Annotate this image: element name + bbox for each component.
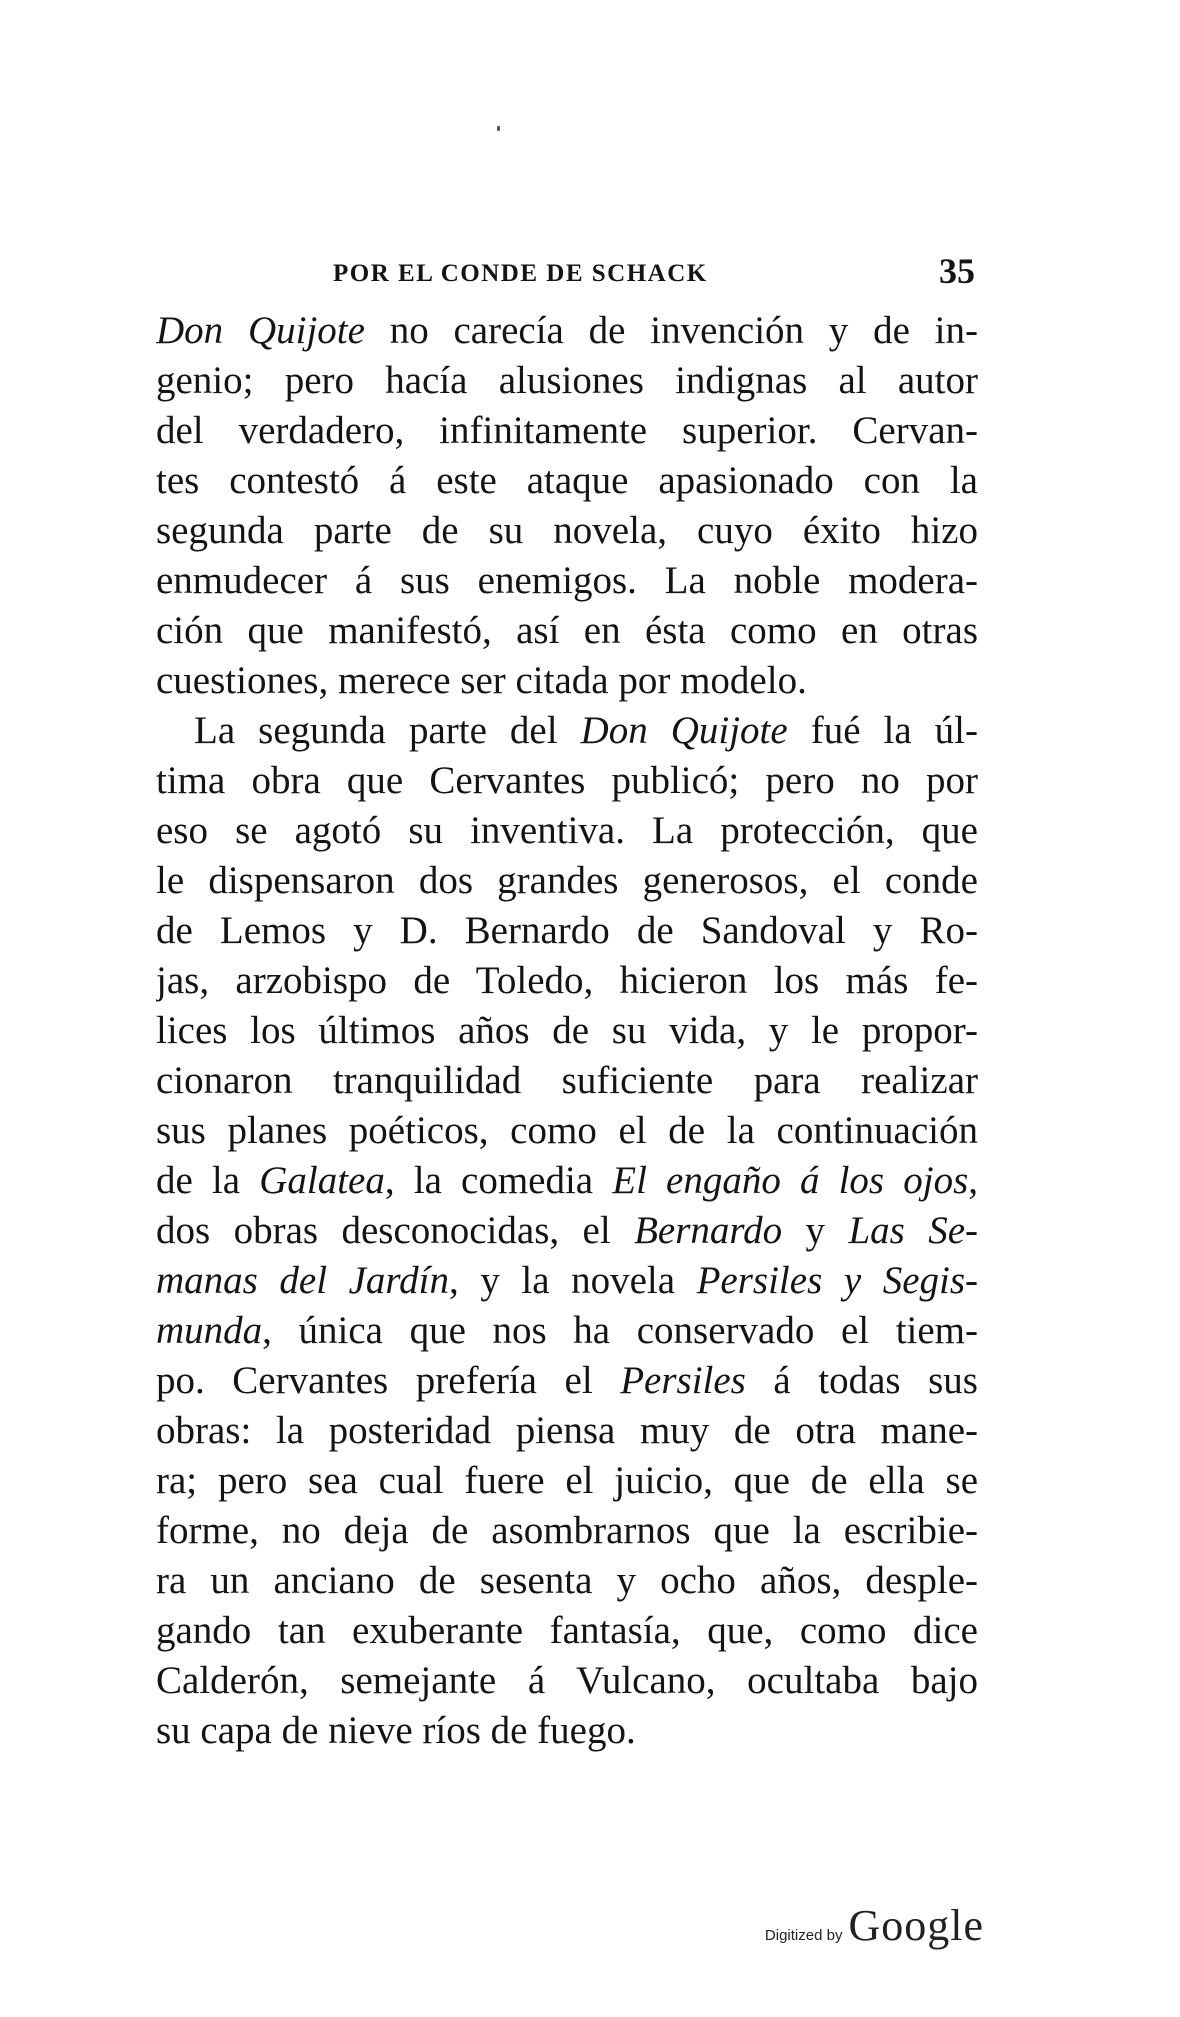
body-text (156, 306, 978, 1756)
google-logo: Google (848, 1901, 984, 1950)
text-line: segunda parte de su novela, cuyo éxito hizo (156, 509, 978, 552)
page-number: 35 (939, 251, 975, 291)
line-text: , la comedia (384, 1159, 613, 1202)
text-line: enmudecer á sus enemigos. La noble modera- (156, 559, 978, 602)
running-head: POR EL CONDE DE SCHACK (333, 260, 708, 287)
text-line: gando tan exuberante fantasía, que, como dice (156, 1609, 978, 1652)
text-line: eso se agotó su inventiva. La protección, que (156, 809, 978, 852)
digitized-by-label: Digitized by (764, 1927, 843, 1944)
text-line: sus planes poéticos, como el de la continuación (156, 1109, 978, 1152)
line-text: , única que nos ha conservado el tiem- (262, 1309, 978, 1352)
italic-title: munda (156, 1309, 263, 1352)
line-text: no carecía de invención y de in- (364, 309, 978, 352)
text-line: tima obra que Cervantes publicó; pero no por (156, 759, 978, 802)
text-line: le dispensaron dos grandes generosos, el conde (156, 859, 978, 902)
italic-title: Persiles y Segis- (696, 1259, 978, 1302)
text-line: cuestiones, merece ser citada por modelo. (156, 659, 807, 702)
italic-title: Bernardo (634, 1209, 783, 1252)
line-text: y (782, 1209, 849, 1252)
line-text: de la (156, 1159, 260, 1202)
text-line (156, 1306, 978, 1356)
italic-title: Don Quijote (156, 309, 365, 352)
text-line: lices los últimos años de su vida, y le propor- (156, 1009, 978, 1052)
italic-title: manas del Jardín (156, 1259, 449, 1302)
page-header (155, 250, 975, 300)
italic-title: Don Quijote (580, 709, 788, 752)
italic-title: Las Se- (848, 1209, 978, 1252)
italic-title: Persiles (620, 1359, 746, 1402)
scan-speck (497, 126, 500, 131)
digitized-watermark (765, 1900, 984, 1951)
text-line: ra un anciano de sesenta y ocho años, desple- (156, 1559, 978, 1602)
line-text: La segunda parte del (194, 709, 581, 752)
text-line: de Lemos y D. Bernardo de Sandoval y Ro- (156, 909, 978, 952)
line-text: po. Cervantes prefería el (156, 1359, 621, 1402)
text-line: ción que manifestó, así en ésta como en otras (156, 609, 978, 652)
italic-title: Galatea (259, 1159, 385, 1202)
text-line: obras: la posteridad piensa muy de otra mane- (156, 1409, 978, 1452)
line-text: , (968, 1159, 978, 1202)
line-text: fué la úl- (787, 709, 978, 752)
text-line (156, 706, 978, 756)
text-line (156, 1256, 978, 1306)
line-text: , y la novela (449, 1259, 697, 1302)
text-line: forme, no deja de asombrarnos que la escribie- (156, 1509, 978, 1552)
text-line: genio; pero hacía alusiones indignas al autor (156, 359, 978, 402)
text-line (156, 1356, 978, 1406)
text-line: Calderón, semejante á Vulcano, ocultaba bajo (156, 1659, 978, 1702)
text-line: ra; pero sea cual fuere el juicio, que de ella se (156, 1459, 978, 1502)
text-line: tes contestó á este ataque apasionado con la (156, 459, 978, 502)
text-line: su capa de nieve ríos de fuego. (156, 1709, 636, 1752)
text-line: cionaron tranquilidad suficiente para realizar (156, 1059, 978, 1102)
text-line (156, 1156, 978, 1206)
text-line (156, 306, 978, 356)
text-line: jas, arzobispo de Toledo, hicieron los más fe- (156, 959, 978, 1002)
line-text: dos obras desconocidas, el (156, 1209, 635, 1252)
italic-title: El engaño á los ojos (612, 1159, 969, 1202)
text-line: del verdadero, infinitamente superior. Cervan- (156, 409, 978, 452)
line-text: á todas sus (745, 1359, 978, 1402)
text-line (156, 1206, 978, 1256)
